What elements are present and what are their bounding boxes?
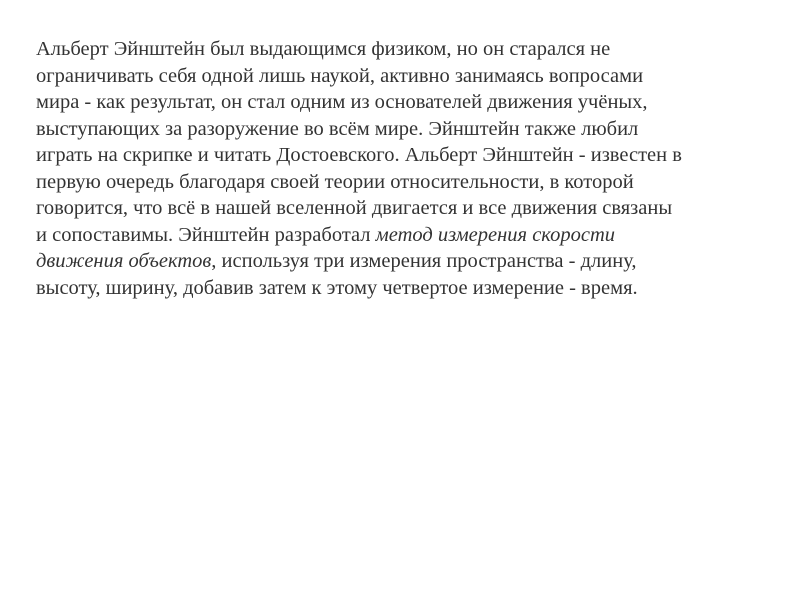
- emphasized-phrase-part-1: метод измерения скорости: [375, 223, 616, 246]
- text-line-7: говорится, что всё в нашей вселенной двигается и все движения связаны: [36, 197, 673, 219]
- body-paragraph: [36, 36, 756, 301]
- text-line-9: [36, 248, 756, 275]
- text-line-5: играть на скрипке и читать Достоевского. Альберт Эйнштейн - известен в: [36, 144, 682, 166]
- text-line-8-start: и сопоставимы. Эйнштейн разработал: [36, 223, 376, 246]
- text-line-10: высоту, ширину, добавив затем к этому четвертое измерение - время.: [36, 276, 638, 299]
- text-line-6: первую очередь благодаря своей теории относительности, в которой: [36, 170, 634, 193]
- text-line-9-end: , используя три измерения пространства - длину,: [211, 250, 637, 272]
- text-line-8: [36, 222, 756, 249]
- text-line-2: ограничивать себя одной лишь наукой, активно занимаясь вопросами: [36, 64, 644, 87]
- emphasized-phrase-part-2: движения объектов: [36, 250, 212, 272]
- text-line-4: выступающих за разоружение во всём мире. Эйнштейн также любил: [36, 117, 639, 140]
- text-line-3: мира - как результат, он стал одним из основателей движения учёных,: [36, 91, 648, 113]
- text-line-1: Альберт Эйнштейн был выдающимся физиком, но он старался не: [36, 38, 611, 60]
